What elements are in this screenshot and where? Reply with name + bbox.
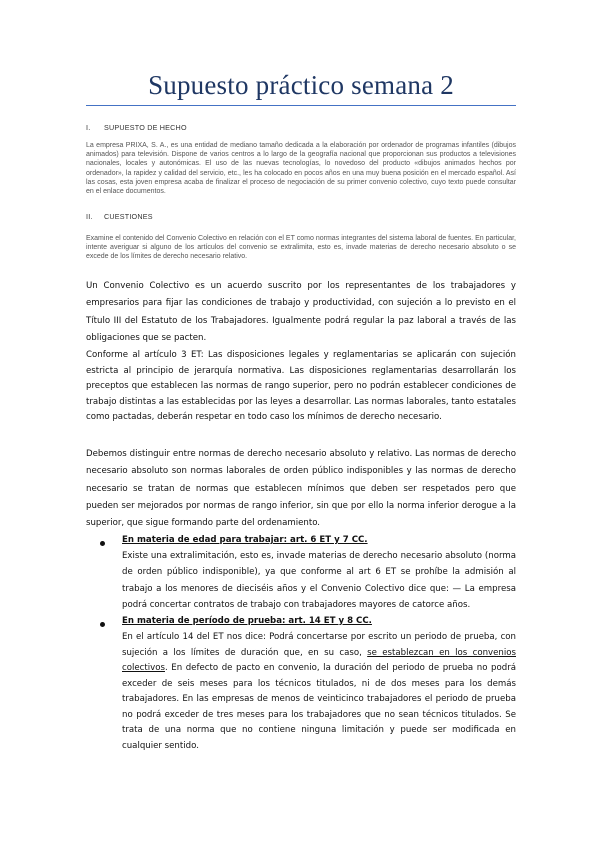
section-number: I. [86, 123, 91, 132]
bullet-text-part: En el artículo 14 del ET nos dice: Podrá concertarse por escrito un periodo de prueba, con sujeción a los límites de duración que, en su caso, [122, 632, 516, 658]
bullet-title-text: En materia de período de prueba: art. 14 ET y 8 CC. [122, 616, 372, 626]
bullet-text-underlined: se establezcan en los convenios colectivos [122, 647, 516, 673]
bullet-title [100, 616, 372, 626]
section-label: CUESTIONES [104, 212, 153, 221]
section-number: II. [86, 212, 93, 221]
body-paragraph: Conforme al artículo 3 ET: Las disposiciones legales y reglamentarias se aplicarán con sujeción estricta al principio de jerarquía normativa. Las disposiciones reglamentarias desarrollarán los preceptos que establecen las normas de rango superior, pero no podrán establecer condiciones de trabajo distintas a las establecidas por las leyes a desarrollar. Las normas laborales, tanto estatales como pactadas, deberán respetar en todo caso los mínimos de derecho necesario. [86, 350, 516, 422]
facts-paragraph: La empresa PRIXA, S. A., es una entidad de mediano tamaño dedicada a la elaboración por ordenador de programas infantiles (dibujos animados) para televisión. Dispone de varios centros a lo largo de la geografía nacional que proporcionan sus productos a televisiones nacionales, locales y autonómicas. El uso de las nuevas tecnologías, lo novedoso del producto «dibujos animados hechos por ordenador», la rapidez y calidad del servicio, etc., les ha colocado en pocos años en una muy buena posición en el mercado español. Así las cosas, esta joven empresa acaba de finalizar el proceso de negociación de su primer convenio colectivo, cuyo texto puede consultar en el enlace documentos. [86, 142, 516, 196]
questions-paragraph: Examine el contenido del Convenio Colectivo en relación con el ET como normas integrantes del sistema laboral de fuentes. En particular, intente averiguar si alguno de los artículos del convenio se extralimita, esto es, invade materias de derecho necesario absoluto o se excede de los límites de derecho necesario relativo. [86, 235, 516, 261]
title-divider [86, 105, 516, 106]
bullet-title-text: En materia de edad para trabajar: art. 6 ET y 7 CC. [122, 535, 368, 545]
body-paragraph: Debemos distinguir entre normas de derecho necesario absoluto y relativo. Las normas de derecho necesario absoluto son normas laborales de orden público indisponibles y las normas de derecho necesario se tratan de normas que establecen mínimos que deben ser respetados pero que pueden ser mejorados por normas de rango inferior, sin que por ello la norma inferior derogue a la superior, que sigue formando parte del ordenamiento. [86, 449, 516, 529]
page-title: Supuesto práctico semana 2 [148, 70, 454, 100]
body-paragraph: Un Convenio Colectivo es un acuerdo suscrito por los representantes de los trabajadores y empresarios para fijar las condiciones de trabajo y productividad, con sujeción a lo previsto en el Título III del Estatuto de los Trabajadores. Igualmente podrá regular la paz laboral a través de las obligaciones que se pacten. [86, 281, 516, 343]
section-heading-2 [86, 212, 153, 221]
bullet-text-part: . En defecto de pacto en convenio, la duración del periodo de prueba no podrá exceder de seis meses para los técnicos titulados, ni de dos meses para los demás trabajadores. En las empresas de menos de veinticinco trabajadores el periodo de prueba no podrá exceder de tres meses para los trabajadores que no sean técnicos titulados. Se trata de una norma que no contiene ninguna limitación y puede ser modificada en cualquier sentido. [122, 663, 516, 751]
section-label: SUPUESTO DE HECHO [104, 123, 187, 132]
bullet-text: Existe una extralimitación, esto es, invade materias de derecho necesario absoluto (norma de orden público indisponible), ya que conforme al art 6 ET se prohíbe la admisión al trabajo a los menores de dieciséis años y el Convenio Colectivo dice que: — La empresa podrá concertar contratos de trabajo con trabajadores mayores de catorce años. [122, 551, 516, 610]
section-heading-1 [86, 123, 187, 132]
bullet-text [122, 630, 516, 754]
bullet-title [100, 535, 368, 545]
